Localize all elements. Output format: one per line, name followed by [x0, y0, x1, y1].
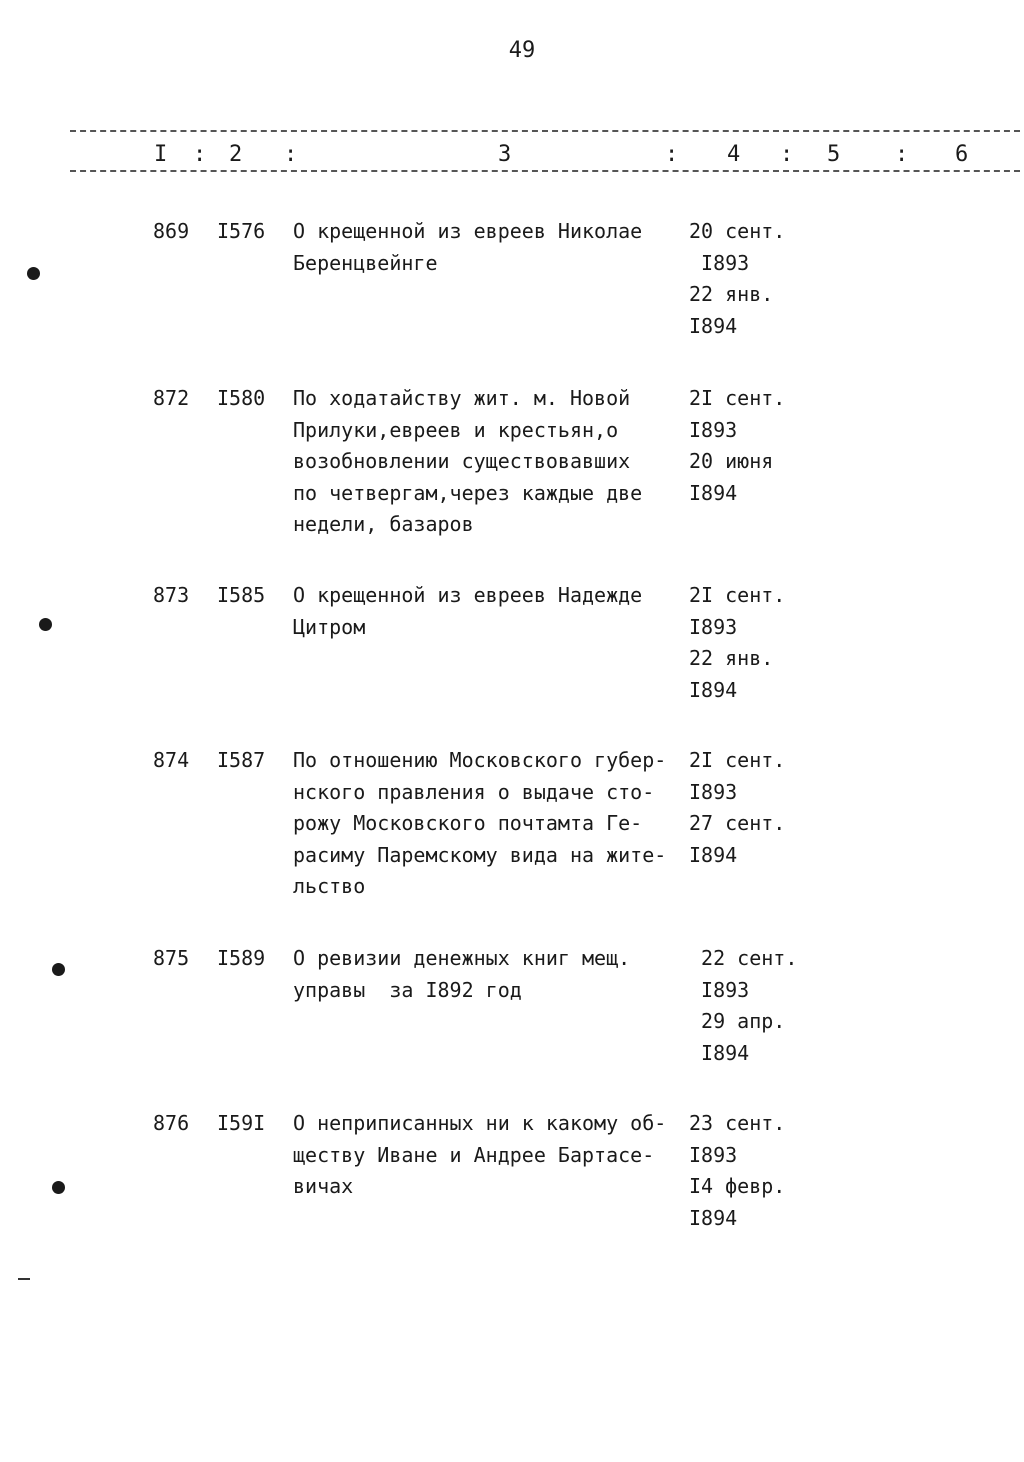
entry-title	[293, 580, 683, 643]
col-header-1: I	[154, 142, 168, 167]
col-header-sep: :	[284, 142, 298, 167]
entry-file-number: I585	[217, 583, 266, 607]
entry-date-line: 20 июня	[689, 449, 774, 473]
punch-hole-mark	[52, 1181, 65, 1194]
entry-file-number: I576	[217, 219, 266, 243]
entry-date-line: 2I сент.	[689, 583, 786, 607]
entry-title-line: недели, базаров	[293, 512, 474, 536]
entry-number: 876	[153, 1111, 190, 1135]
entry-title-line: нского правления о выдаче сто-	[293, 779, 655, 804]
col-header-4: 4	[727, 142, 741, 167]
entry-number: 869	[153, 219, 190, 243]
entry-date-line: 23 сент.	[689, 1111, 786, 1135]
entry-number: 873	[153, 583, 190, 607]
entry-title	[293, 216, 683, 279]
entry-title	[293, 745, 683, 903]
entry-title-line: возобновлении существовавших	[293, 449, 631, 473]
entry-date-line: 2I сент.	[689, 748, 786, 772]
entry-dates	[689, 216, 785, 342]
entry-date-line: I894	[689, 1205, 738, 1230]
entry-title-line: расиму Паремскому вида на жите-	[293, 842, 667, 867]
entry-date-line: 22 янв.	[689, 646, 774, 670]
entry-file-number: I580	[217, 386, 266, 410]
entry-title-line: Прилуки,евреев и крестьян,о	[293, 417, 619, 442]
entry-date-line: I894	[689, 480, 738, 505]
entry-title-line: льство	[293, 874, 366, 898]
entry-title-line: рожу Московского почтамта Ге-	[293, 811, 643, 835]
entry-title-line: О крещенной из евреев Надежде	[293, 583, 643, 607]
entry-dates	[689, 745, 785, 871]
entry-file-number: I59I	[217, 1111, 266, 1135]
entry-title-line: О крещенной из евреев Николае	[293, 219, 643, 243]
header-rule-top	[70, 130, 1020, 132]
entry-title-line: вичах	[293, 1174, 354, 1198]
entry-date-line: 22 янв.	[689, 282, 774, 306]
entry-title	[293, 1108, 683, 1203]
entry-dates	[689, 1108, 785, 1234]
entry-title-line: ществу Иване и Андрее Бартасе-	[293, 1142, 655, 1167]
entry-title-line: Цитром	[293, 614, 366, 639]
entry-title	[293, 943, 683, 1006]
entry-date-line: I893	[689, 1142, 738, 1167]
entry-number: 874	[153, 748, 190, 772]
entry-date-line: 29 апр.	[689, 1009, 786, 1033]
entry-date-line: I893	[689, 250, 750, 275]
entry-title	[293, 383, 683, 541]
col-header-5: 5	[827, 142, 841, 167]
entry-date-line: I893	[689, 779, 738, 804]
entry-date-line: 2I сент.	[689, 386, 786, 410]
entry-date-line: I894	[689, 677, 738, 702]
entry-title-line: Беренцвейнге	[293, 250, 438, 275]
entry-dates	[689, 943, 797, 1069]
entry-title-line: О ревизии денежных книг мещ.	[293, 946, 631, 970]
entry-date-line: I894	[689, 842, 738, 867]
entry-date-line: 27 сент.	[689, 811, 786, 835]
punch-hole-mark	[39, 618, 52, 631]
entry-title-line: по четвергам,через каждые две	[293, 480, 643, 505]
col-header-2: 2	[229, 142, 243, 167]
header-rule-bottom	[70, 170, 1020, 172]
page-number: 49	[508, 38, 536, 63]
col-header-sep: :	[895, 142, 909, 167]
entry-date-line: I893	[689, 977, 750, 1002]
entry-dates	[689, 383, 785, 509]
col-header-6: 6	[955, 142, 969, 167]
entry-title-line: По ходатайству жит. м. Новой	[293, 386, 631, 410]
entry-date-line: I4 февр.	[689, 1174, 786, 1198]
entry-title-line: О неприписанных ни к какому об-	[293, 1111, 667, 1135]
entry-date-line: I894	[689, 313, 738, 338]
entry-title-line: По отношению Московского губер-	[293, 748, 667, 772]
col-header-sep: :	[780, 142, 794, 167]
col-header-sep: :	[665, 142, 679, 167]
entry-title-line: управы за I892 год	[293, 977, 522, 1002]
entry-date-line: I894	[689, 1040, 750, 1065]
margin-dash-mark	[18, 1278, 30, 1280]
punch-hole-mark	[52, 963, 65, 976]
entry-dates	[689, 580, 785, 706]
punch-hole-mark	[27, 267, 40, 280]
entry-date-line: I893	[689, 614, 738, 639]
entry-number: 875	[153, 946, 190, 970]
entry-file-number: I589	[217, 946, 266, 970]
entry-number: 872	[153, 386, 190, 410]
col-header-3: 3	[498, 142, 512, 167]
entry-date-line: I893	[689, 417, 738, 442]
entry-file-number: I587	[217, 748, 266, 772]
col-header-sep: :	[193, 142, 207, 167]
entry-date-line: 20 сент.	[689, 219, 786, 243]
entry-date-line: 22 сент.	[689, 946, 798, 970]
